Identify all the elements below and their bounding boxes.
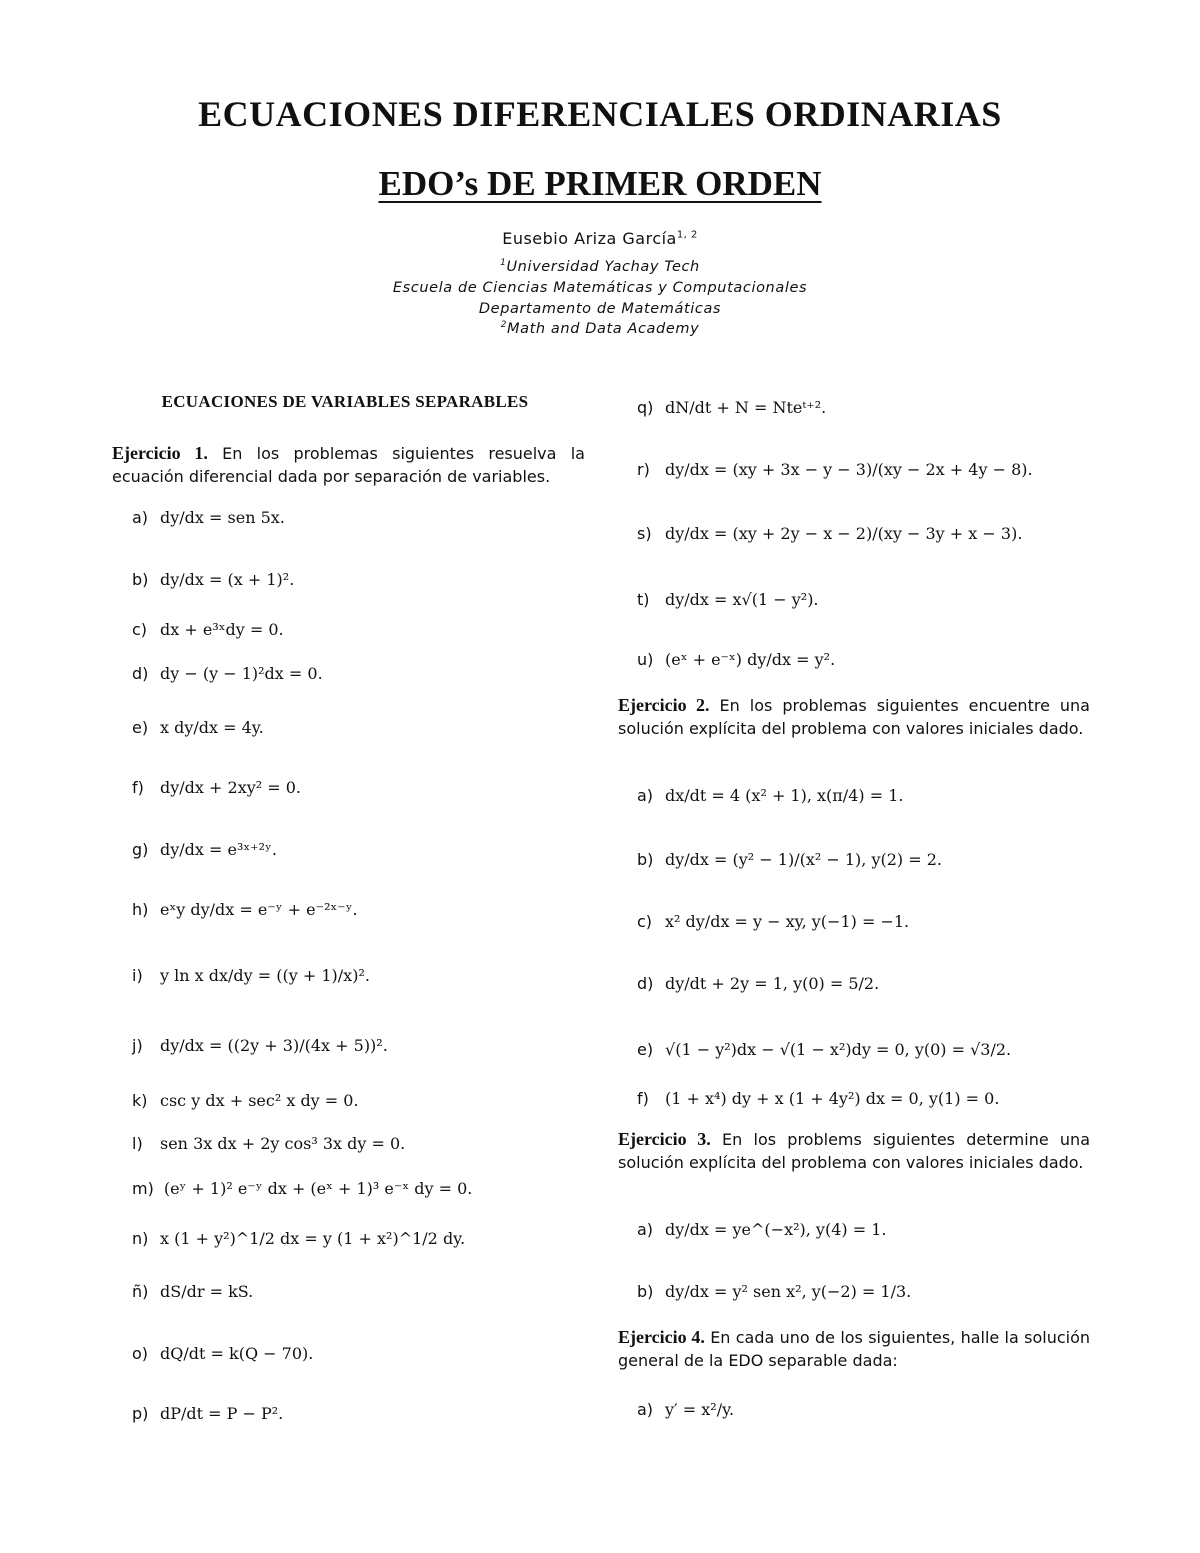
exercise-1-item-a: a) dy/dx = sen 5x.	[132, 508, 285, 527]
exercise-2-item-c: c) x² dy/dx = y − xy, y(−1) = −1.	[637, 912, 910, 931]
author-name: Eusebio Ariza García	[502, 229, 677, 248]
affiliation-4: $^2$Math and Data Academy	[500, 320, 700, 337]
exercise-1-item-m: m) (eʸ + 1)² e⁻ʸ dx + (eˣ + 1)³ e⁻ˣ dy = 0.	[132, 1179, 473, 1198]
exercise-2-text: En los problemas siguientes encuentre una solución explícita del problema con valores iniciales dado.	[618, 696, 1090, 738]
exercise-1-label: Ejercicio 1.	[112, 443, 208, 463]
exercise-2-statement	[618, 694, 1090, 740]
exercise-2-item-d: d) dy/dt + 2y = 1, y(0) = 5/2.	[637, 974, 880, 993]
exercise-3-item-b: b) dy/dx = y² sen x², y(−2) = 1/3.	[637, 1282, 912, 1301]
exercise-2-item-a: a) dx/dt = 4 (x² + 1), x(π/4) = 1.	[637, 786, 904, 805]
exercise-2-label: Ejercicio 2.	[618, 695, 710, 715]
document-title: ECUACIONES DIFERENCIALES ORDINARIAS	[198, 94, 1002, 134]
author-line	[0, 229, 1200, 248]
exercise-1-item-t: t) dy/dx = x√(1 − y²).	[637, 590, 819, 609]
author-sup: 1, 2	[676, 229, 698, 241]
exercise-1-item-r: r) dy/dx = (xy + 3x − y − 3)/(xy − 2x + 4y − 8).	[637, 460, 1033, 479]
exercise-1-item-c: c) dx + e³ˣdy = 0.	[132, 620, 284, 639]
exercise-4-item-a: a) y′ = x²/y.	[637, 1400, 735, 1419]
affiliation-3: Departamento de Matemáticas	[478, 301, 722, 317]
exercise-4-text: En cada uno de los siguientes, halle la solución general de la EDO separable dada:	[618, 1328, 1090, 1370]
section-title: ECUACIONES DE VARIABLES SEPARABLES	[161, 392, 529, 411]
subtitle-text: EDO’s DE PRIMER ORDEN	[378, 164, 822, 203]
exercise-1-text: En los problemas siguientes resuelva la ecuación diferencial dada por separación de variables.	[112, 444, 585, 486]
exercise-1-item-d: d) dy − (y − 1)²dx = 0.	[132, 664, 323, 683]
exercise-3-statement	[618, 1128, 1090, 1174]
exercise-4-statement	[618, 1326, 1090, 1372]
exercise-1-item-e: e) x dy/dx = 4y.	[132, 718, 264, 737]
exercise-1-statement	[112, 442, 585, 488]
exercise-1-item-p: p) dP/dt = P − P².	[132, 1404, 284, 1423]
exercise-1-item-l: l) sen 3x dx + 2y cos³ 3x dy = 0.	[132, 1134, 406, 1153]
exercise-1-item-f: f) dy/dx + 2xy² = 0.	[132, 778, 302, 797]
exercise-3-item-a: a) dy/dx = ye^(−x²), y(4) = 1.	[637, 1220, 887, 1239]
exercise-3-text: En los problems siguientes determine una solución explícita del problema con valores iniciales dado.	[618, 1130, 1090, 1172]
affiliation-1: $^1$Universidad Yachay Tech	[500, 258, 700, 275]
exercise-4-label: Ejercicio 4.	[618, 1327, 705, 1347]
exercise-2-item-e: e) √(1 − y²)dx − √(1 − x²)dy = 0, y(0) = √3/2.	[637, 1040, 1012, 1059]
exercise-1-item-g: g) dy/dx = e³ˣ⁺²ʸ.	[132, 840, 277, 859]
affiliation-2: Escuela de Ciencias Matemáticas y Computacionales	[392, 280, 808, 296]
exercise-3-label: Ejercicio 3.	[618, 1129, 711, 1149]
exercise-1-item-h: h) eˣy dy/dx = e⁻ʸ + e⁻²ˣ⁻ʸ.	[132, 900, 358, 919]
document-subtitle	[0, 164, 1200, 204]
exercise-2-item-f: f) (1 + x⁴) dy + x (1 + 4y²) dx = 0, y(1) = 0.	[637, 1089, 1000, 1108]
exercise-1-item-enye: ñ) dS/dr = kS.	[132, 1282, 254, 1301]
exercise-1-item-o: o) dQ/dt = k(Q − 70).	[132, 1344, 314, 1363]
exercise-1-item-q: q) dN/dt + N = Nteᵗ⁺².	[637, 398, 827, 417]
exercise-1-item-n: n) x (1 + y²)^1/2 dx = y (1 + x²)^1/2 dy.	[132, 1229, 466, 1248]
exercise-1-item-k: k) csc y dx + sec² x dy = 0.	[132, 1091, 359, 1110]
exercise-1-item-j: j) dy/dx = ((2y + 3)/(4x + 5))².	[132, 1036, 388, 1055]
exercise-1-item-u: u) (eˣ + e⁻ˣ) dy/dx = y².	[637, 650, 836, 669]
exercise-1-item-b: b) dy/dx = (x + 1)².	[132, 570, 295, 589]
exercise-1-item-s: s) dy/dx = (xy + 2y − x − 2)/(xy − 3y + x − 3).	[637, 524, 1023, 543]
exercise-1-item-i: i) y ln x dx/dy = ((y + 1)/x)².	[132, 966, 370, 985]
exercise-2-item-b: b) dy/dx = (y² − 1)/(x² − 1), y(2) = 2.	[637, 850, 942, 869]
